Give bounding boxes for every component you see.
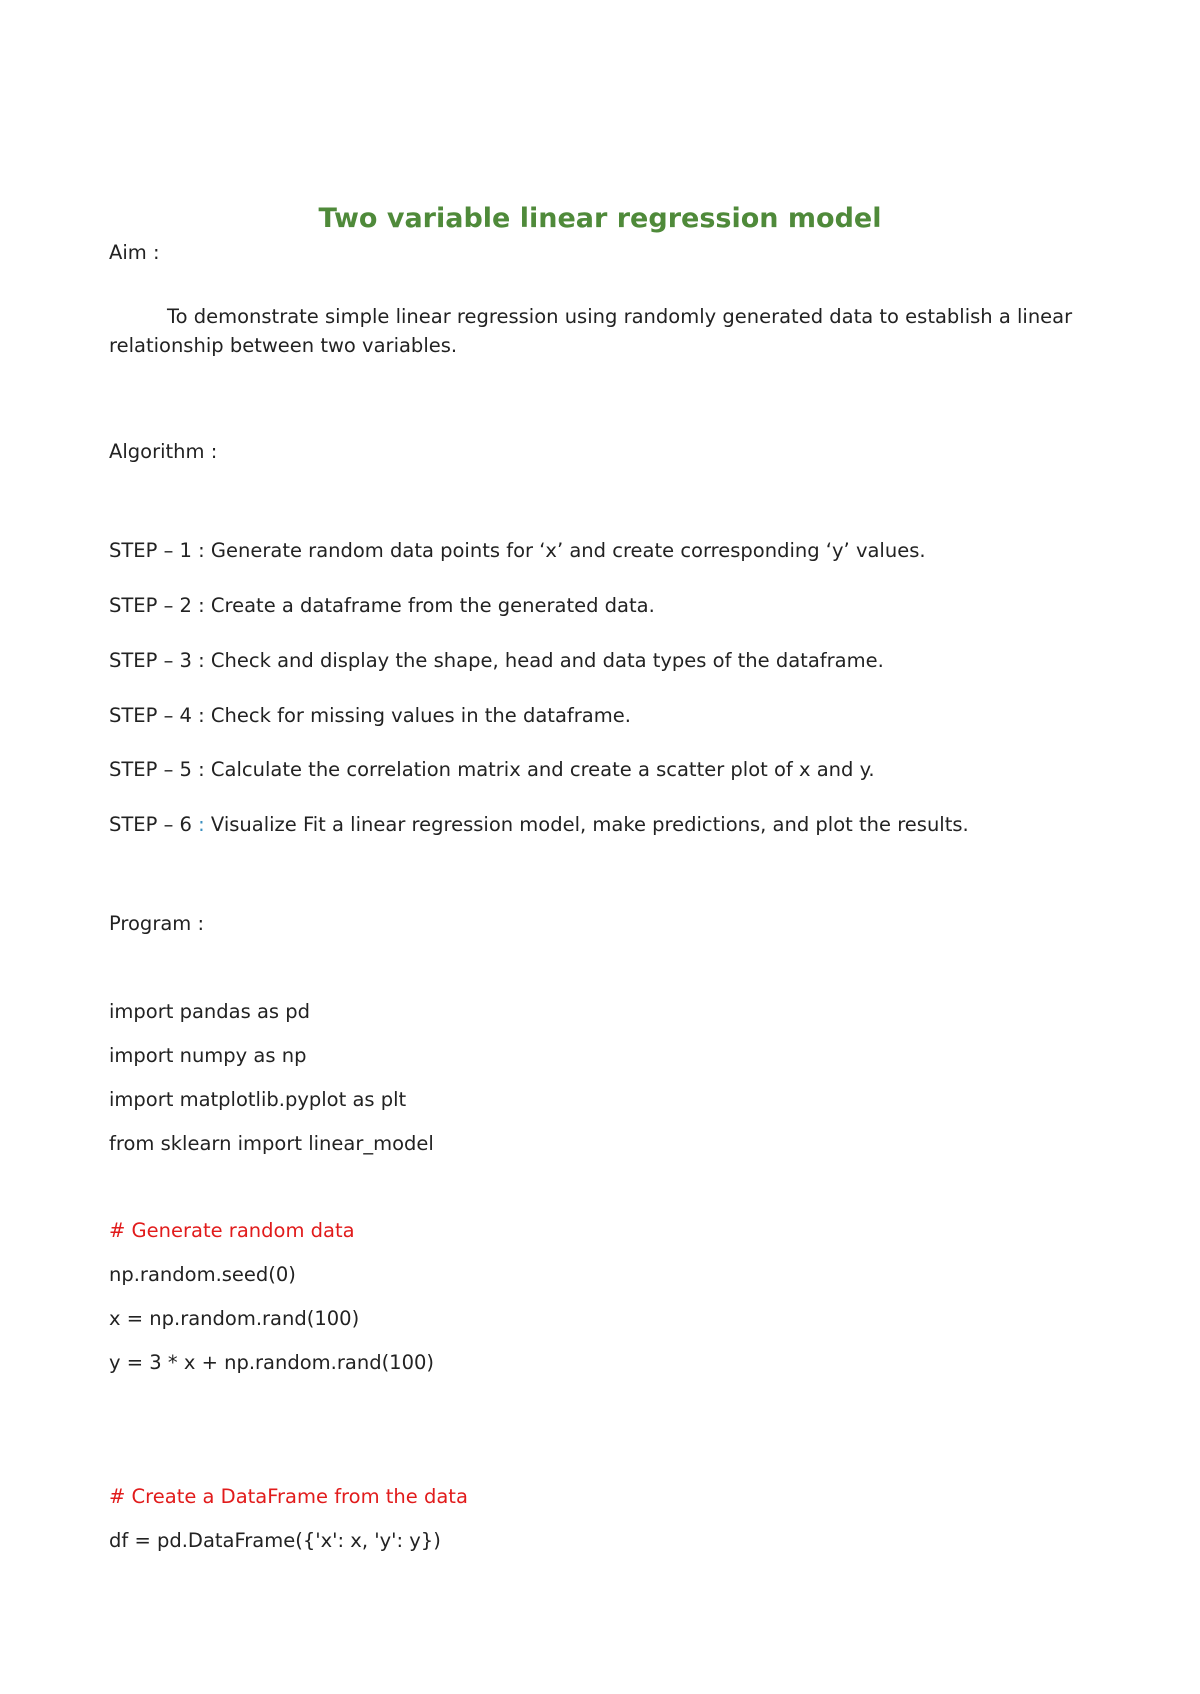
step-2	[109, 591, 655, 620]
step-label: STEP – 6	[109, 813, 199, 836]
page-title: Two variable linear regression model	[318, 203, 882, 234]
code-line: np.random.seed(0)	[109, 1263, 296, 1286]
step-text: Calculate the correlation matrix and create a scatter plot of x and y.	[204, 758, 875, 781]
step-1	[109, 536, 926, 565]
step-text: Create a dataframe from the generated data.	[204, 594, 655, 617]
step-label: STEP – 3 :	[109, 649, 205, 672]
step-text: Check for missing values in the dataframe.	[204, 704, 631, 727]
aim-heading: Aim :	[109, 241, 160, 264]
code-line: import numpy as np	[109, 1044, 307, 1067]
code-line: y = 3 * x + np.random.rand(100)	[109, 1351, 435, 1374]
step-label: STEP – 5 :	[109, 758, 205, 781]
code-line: x = np.random.rand(100)	[109, 1307, 360, 1330]
step-5	[109, 755, 875, 784]
step-4	[109, 701, 631, 730]
step-label: STEP – 2 :	[109, 594, 205, 617]
code-comment: # Generate random data	[109, 1219, 355, 1242]
step-6	[109, 810, 969, 839]
code-line: import matplotlib.pyplot as plt	[109, 1088, 407, 1111]
step-label: STEP – 4 :	[109, 704, 205, 727]
aim-text: To demonstrate simple linear regression using randomly generated data to establish a linear relationship between two variables.	[109, 305, 1073, 357]
code-line: import pandas as pd	[109, 1000, 311, 1023]
step-label: STEP – 1 :	[109, 539, 205, 562]
step-colon: :	[198, 813, 205, 836]
code-comment: # Create a DataFrame from the data	[109, 1485, 468, 1508]
code-line: from sklearn import linear_model	[109, 1132, 434, 1155]
step-text: Visualize Fit a linear regression model, make predictions, and plot the results.	[204, 813, 969, 836]
program-heading: Program :	[109, 912, 205, 935]
step-3	[109, 646, 884, 675]
algorithm-heading: Algorithm :	[109, 440, 218, 463]
step-text: Generate random data points for ‘x’ and create corresponding ‘y’ values.	[204, 539, 926, 562]
code-line: df = pd.DataFrame({'x': x, 'y': y})	[109, 1529, 441, 1552]
step-text: Check and display the shape, head and data types of the dataframe.	[204, 649, 884, 672]
